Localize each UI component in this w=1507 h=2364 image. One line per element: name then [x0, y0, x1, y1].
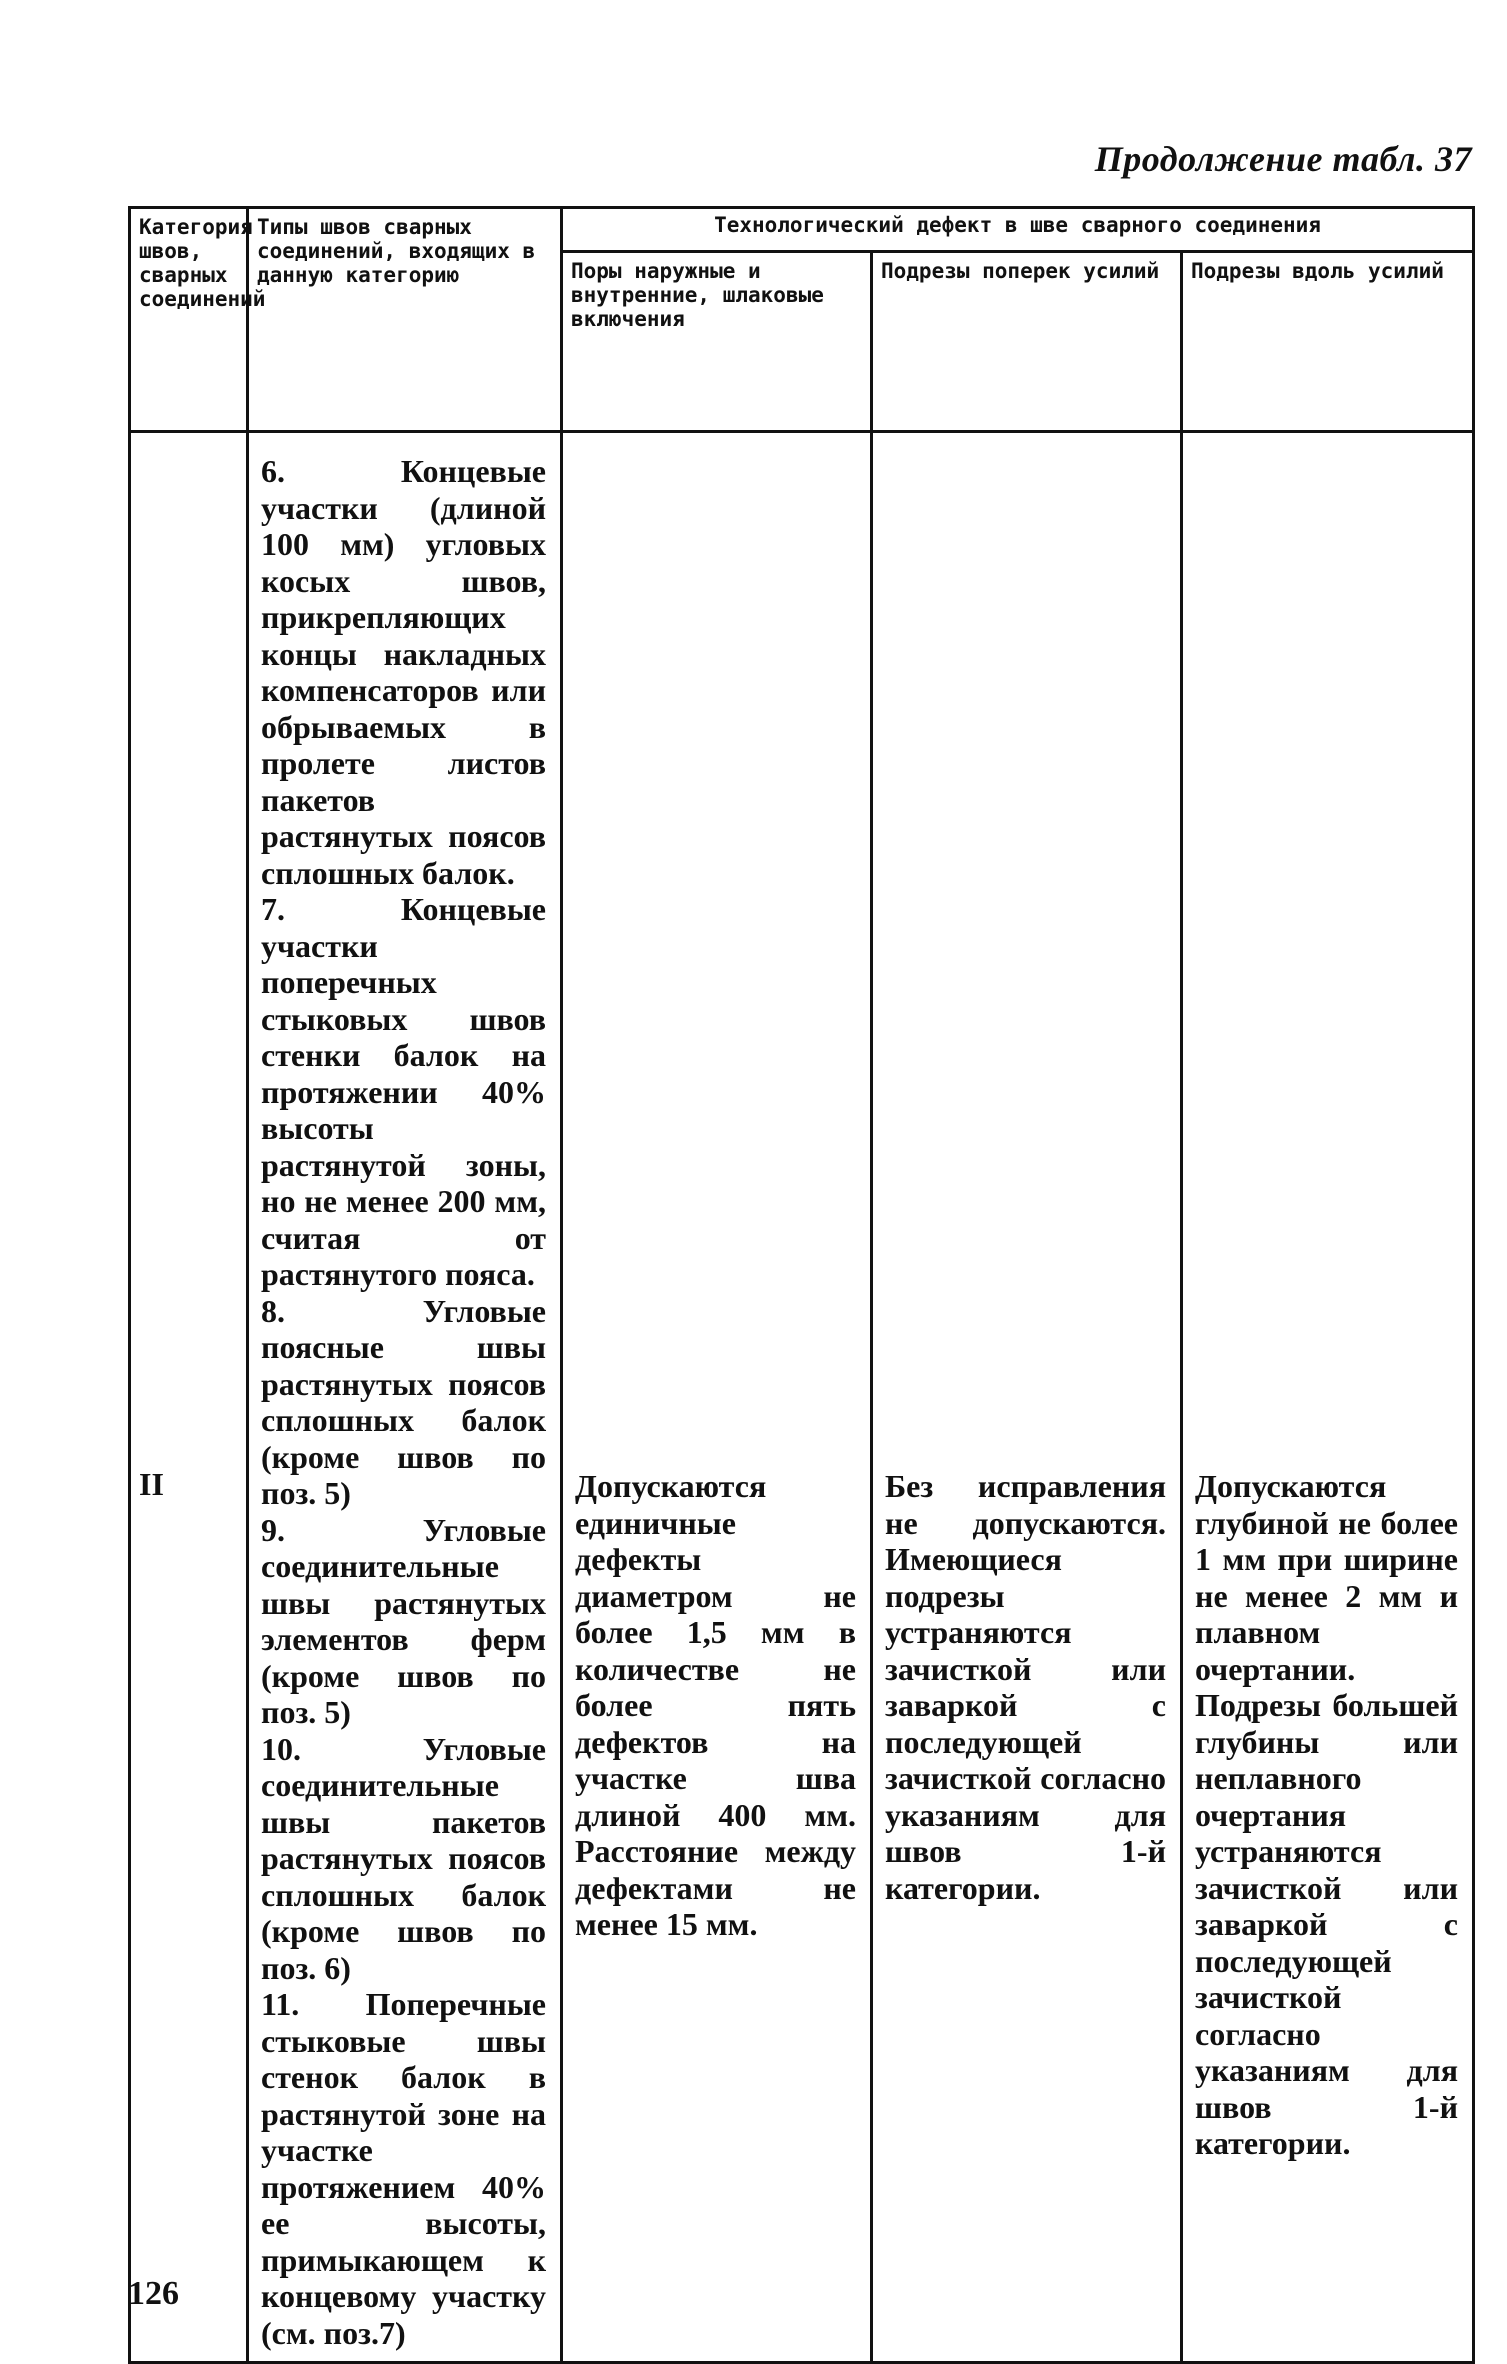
- type-item-6: 6. Концевые участки (длиной 100 мм) угловых косых швов, прикрепляющих концы накладных компенсаторов или обрываемых в пролете листов пакетов растянутых поясов сплошных балок.: [261, 453, 546, 891]
- header-types: Типы швов сварных соединений, входящих в данную категорию: [248, 208, 562, 432]
- defects-table: [128, 206, 1475, 2364]
- undercuts-across-cell: [872, 432, 1182, 2363]
- type-item-10: 10. Угловые соединительные швы пакетов растянутых поясов сплошных балок (кроме швов по поз. 6): [261, 1730, 546, 1986]
- type-item-8: 8. Угловые поясные швы растянутых поясов сплошных балок (кроме швов по поз. 5): [261, 1292, 546, 1511]
- header-defect-group: Технологический дефект в шве сварного соединения: [562, 208, 1474, 252]
- header-pores: Поры наружные и внутренние, шлаковые включения: [562, 252, 872, 432]
- pores-text: Допускаются единичные дефекты диаметром не более 1,5 мм в количестве не более пять дефектов на участке шва длиной 400 мм. Расстояние между дефектами не менее 15 мм.: [575, 1468, 856, 1942]
- table-caption: Продолжение табл. 37: [1094, 139, 1472, 179]
- undercuts-along-cell: [1182, 432, 1474, 2363]
- header-category: Категория швов, сварных соединений: [130, 208, 248, 432]
- header-undercuts-along: Подрезы вдоль усилий: [1182, 252, 1474, 432]
- type-item-9: 9. Угловые соединительные швы растянутых элементов ферм (кроме швов по поз. 5): [261, 1511, 546, 1730]
- type-item-7: 7. Концевые участки поперечных стыковых швов стенки балок на протяжении 40% высоты растянутой зоны, но не менее 200 мм, считая от растянутого пояса.: [261, 891, 546, 1292]
- types-cell: [248, 432, 562, 2363]
- page-number: 126: [128, 2275, 179, 2312]
- pores-cell: [562, 432, 872, 2363]
- type-item-11: 11. Поперечные стыковые швы стенок балок в растянутой зоне на участке протяжением 40% ее высоты, примыкающем к концевому участку (см. поз.7): [261, 1986, 546, 2351]
- category-cell: [130, 432, 248, 2363]
- undercuts-across-text: Без исправления не допускаются. Имеющиеся подрезы устраняются зачисткой или заваркой с последующей зачисткой согласно указаниям для швов 1-й категории.: [885, 1468, 1166, 1906]
- header-undercuts-across: Подрезы поперек усилий: [872, 252, 1182, 432]
- category-value: II: [139, 1466, 164, 1502]
- undercuts-along-text: Допускаются глубиной не более 1 мм при ширине не менее 2 мм и плавном очертании. Подрезы большей глубины или неплавного очертания устраняются зачисткой или заваркой с последующей зачисткой согласно указаниям для швов 1-й категории.: [1195, 1468, 1458, 2161]
